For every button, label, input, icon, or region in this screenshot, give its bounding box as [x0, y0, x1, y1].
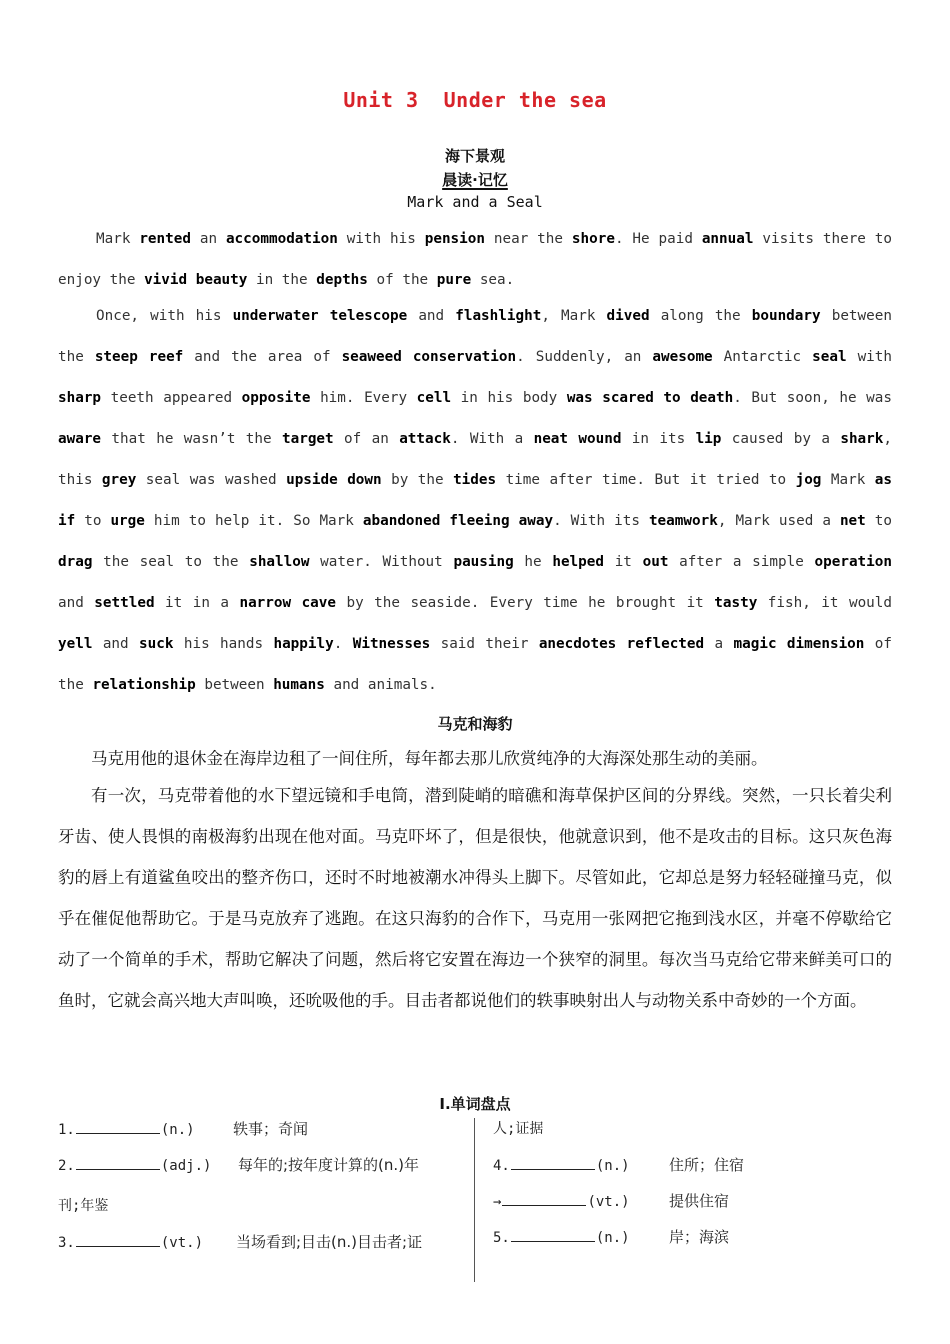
text-run: . With its [553, 513, 649, 529]
text-run: by the seaside. Every time he brought it [336, 595, 715, 611]
answer-blank[interactable] [511, 1227, 595, 1242]
vocab-word: Witnesses [352, 636, 431, 652]
vocab-word: net [839, 513, 866, 529]
text-run: time after time. But it tried to [496, 472, 796, 488]
vocab-word: shallow [249, 554, 310, 570]
vocab-word: opposite [241, 390, 311, 406]
english-paragraph-1 [58, 219, 892, 301]
vocab-word: steep reef [94, 349, 184, 365]
part-of-speech: (n.) [595, 1230, 630, 1246]
text-run: fish, it would [757, 595, 892, 611]
text-run: and [407, 308, 456, 324]
vocab-word: pure [436, 272, 472, 288]
unit-title: Unit 3 Under the sea [343, 88, 607, 112]
text-run: of the [58, 636, 893, 693]
definition: 住所；住宿 [669, 1156, 745, 1174]
text-run: and the area of [183, 349, 342, 365]
vocab-item-3 [58, 1232, 423, 1251]
vocab-item-3-continued: 人;证据 [493, 1121, 544, 1137]
text-run: Mark [821, 472, 875, 488]
vocab-word: accommodation [225, 231, 338, 247]
vocab-word: underwater telescope [232, 308, 408, 324]
answer-blank[interactable] [76, 1232, 160, 1247]
text-run: seal was washed [136, 472, 287, 488]
text-run: said their [430, 636, 539, 652]
definition: 提供住宿 [669, 1192, 730, 1210]
chinese-paragraph-2: 有一次，马克带着他的水下望远镜和手电筒，潜到陡峭的暗礁和海草保护区间的分界线。突然，一只长着尖利牙齿、使人畏惧的南极海豹出现在他对面。马克吓坏了，但是很快，他就意识到，他不是攻击的目标。这只灰色海豹的唇上有道鲨鱼咬出的整齐伤口，还时不时地被潮水冲得头上脚下。尽管如此，它却总是努力轻轻碰撞马克，似乎在催促他帮助它。于是马克放弃了逃跑。在这只海豹的合作下，马克用一张网把它拖到浅水区，并毫不停歇给它动了一个简单的手术，帮助它解决了问题，然后将它安置在海边一个狭窄的洞里。每次当马克给它带来鲜美可口的鱼时，它就会高兴地大声叫唤，还吮吸他的手。目击者都说他们的轶事映射出人与动物关系中奇妙的一个方面。 [58, 786, 892, 1010]
vocab-word: awesome [652, 349, 713, 365]
text-run: between the [58, 308, 892, 365]
arrow-icon: → [493, 1194, 502, 1210]
part-of-speech: (n.) [595, 1158, 630, 1174]
column-divider [474, 1118, 475, 1282]
part-of-speech: (adj.) [160, 1158, 212, 1174]
part-of-speech: (vt.) [587, 1194, 630, 1210]
text-run: near the [485, 231, 572, 247]
vocab-word: annual [701, 231, 754, 247]
vocab-word: sharp [58, 390, 102, 406]
vocab-word: settled [94, 595, 155, 611]
vocab-word: dived [606, 308, 650, 324]
chinese-paragraph-1: 马克用他的退休金在海岸边租了一间住所，每年都去那儿欣赏纯净的大海深处那生动的美丽。 [91, 749, 768, 768]
part-of-speech: (n.) [160, 1122, 195, 1138]
vocab-word: jog [795, 472, 822, 488]
vocab-item-4-derived [493, 1191, 730, 1210]
vocab-word: anecdotes reflected [538, 636, 705, 652]
vocab-word: magic dimension [733, 636, 865, 652]
item-number: 1. [58, 1122, 75, 1138]
text-run: by the [381, 472, 454, 488]
section-heading: 海下景观 [444, 147, 505, 165]
text-run: Mark [96, 231, 140, 247]
text-run: him to help it. So Mark [144, 513, 363, 529]
text-run: and [92, 636, 140, 652]
text-run: , this [58, 431, 892, 488]
vocab-word: depths [316, 272, 368, 288]
item-number: 2. [58, 1158, 75, 1174]
definition: 轶事；奇闻 [233, 1120, 309, 1138]
vocab-word: attack [399, 431, 451, 447]
item-number: 5. [493, 1230, 510, 1246]
story-title: Mark and a Seal [407, 193, 543, 211]
text-run: a [704, 636, 734, 652]
subsection-heading [0, 169, 950, 190]
chinese-title: 马克和海豹 [437, 715, 513, 733]
text-run: in his body [451, 390, 567, 406]
text-run: with [846, 349, 893, 365]
answer-blank[interactable] [511, 1155, 595, 1170]
text-run: to [75, 513, 111, 529]
vocab-word: boundary [751, 308, 821, 324]
item-number: 4. [493, 1158, 510, 1174]
answer-blank[interactable] [502, 1191, 586, 1206]
text-run: Once, with his [96, 308, 233, 324]
text-run: visits there to enjoy the [58, 231, 893, 288]
text-run: Antarctic [712, 349, 813, 365]
text-run: . With a [450, 431, 534, 447]
vocab-word: yell [58, 636, 93, 652]
vocab-item-5 [493, 1227, 730, 1246]
text-run: . He paid [614, 231, 702, 247]
vocab-word: tasty [714, 595, 758, 611]
vocab-word: out [642, 554, 669, 570]
vocab-word: happily [273, 636, 334, 652]
text-run: sea. [471, 272, 515, 288]
vocab-word: cell [416, 390, 452, 406]
definition: 每年的;按年度计算的(n.)年 [238, 1156, 420, 1174]
text-run: of an [333, 431, 400, 447]
vocab-word: narrow cave [239, 595, 337, 611]
subsection-heading-text: 晨读·记忆 [442, 171, 508, 189]
text-run: an [190, 231, 226, 247]
vocab-word: lip [695, 431, 722, 447]
vocab-word: grey [101, 472, 137, 488]
vocab-word: upside down [286, 472, 382, 488]
vocab-item-2-continued: 刊;年鉴 [58, 1198, 109, 1214]
vocab-word: helped [552, 554, 604, 570]
vocab-word: tides [453, 472, 497, 488]
vocab-word: flashlight [455, 308, 542, 324]
text-run: he [513, 554, 553, 570]
text-run: after a simple [668, 554, 815, 570]
text-run: teeth appeared [101, 390, 242, 406]
vocab-word: relationship [92, 677, 196, 693]
item-number: 3. [58, 1235, 75, 1251]
text-run: that he wasn’t the [101, 431, 282, 447]
vocab-item-2 [58, 1155, 420, 1174]
vocab-word: shark [840, 431, 884, 447]
vocab-word: seaweed conservation [341, 349, 517, 365]
text-run: and [58, 595, 95, 611]
text-run: his hands [173, 636, 274, 652]
english-paragraph-2 [58, 296, 892, 706]
vocab-word: rented [139, 231, 191, 247]
vocab-word: drag [58, 554, 93, 570]
vocab-word: neat wound [533, 431, 622, 447]
text-run: , Mark [541, 308, 607, 324]
text-run: with his [337, 231, 425, 247]
text-run: in its [621, 431, 696, 447]
text-run: between [195, 677, 274, 693]
vocab-word: teamwork [648, 513, 718, 529]
vocab-word: abandoned fleeing away [362, 513, 554, 529]
vocab-word: vivid beauty [144, 272, 248, 288]
definition: 当场看到;目击(n.)目击者;证 [236, 1233, 423, 1251]
text-run: in the [247, 272, 317, 288]
text-run: . Suddenly, an [516, 349, 653, 365]
text-run: it in a [154, 595, 240, 611]
vocab-word: aware [58, 431, 102, 447]
answer-blank[interactable] [76, 1119, 160, 1134]
text-run: caused by a [721, 431, 841, 447]
text-run: to [865, 513, 892, 529]
text-run: it [604, 554, 643, 570]
vocab-word: target [282, 431, 334, 447]
text-run: of the [367, 272, 437, 288]
text-run: and animals. [324, 677, 437, 693]
vocab-item-1 [58, 1119, 309, 1138]
vocab-word: pension [424, 231, 485, 247]
vocab-word: was scared to death [566, 390, 734, 406]
vocab-word: shore [571, 231, 615, 247]
vocab-item-4 [493, 1155, 745, 1174]
part-of-speech: (vt.) [160, 1235, 204, 1251]
vocab-word: humans [273, 677, 325, 693]
answer-blank[interactable] [76, 1155, 160, 1170]
vocab-word: urge [110, 513, 145, 529]
vocab-word: pausing [453, 554, 514, 570]
vocab-section-title: I.单词盘点 [439, 1095, 511, 1113]
text-run: . But soon, he was [733, 390, 892, 406]
text-run: along the [649, 308, 752, 324]
vocab-word: operation [814, 554, 892, 570]
text-run: water. Without [309, 554, 454, 570]
definition: 岸；海滨 [669, 1228, 730, 1246]
text-run: , Mark used a [717, 513, 840, 529]
text-run: . [333, 636, 353, 652]
vocab-word: as if [58, 472, 892, 529]
text-run: the seal to the [92, 554, 250, 570]
vocab-word: suck [139, 636, 174, 652]
vocab-word: seal [812, 349, 847, 365]
text-run: him. Every [310, 390, 417, 406]
